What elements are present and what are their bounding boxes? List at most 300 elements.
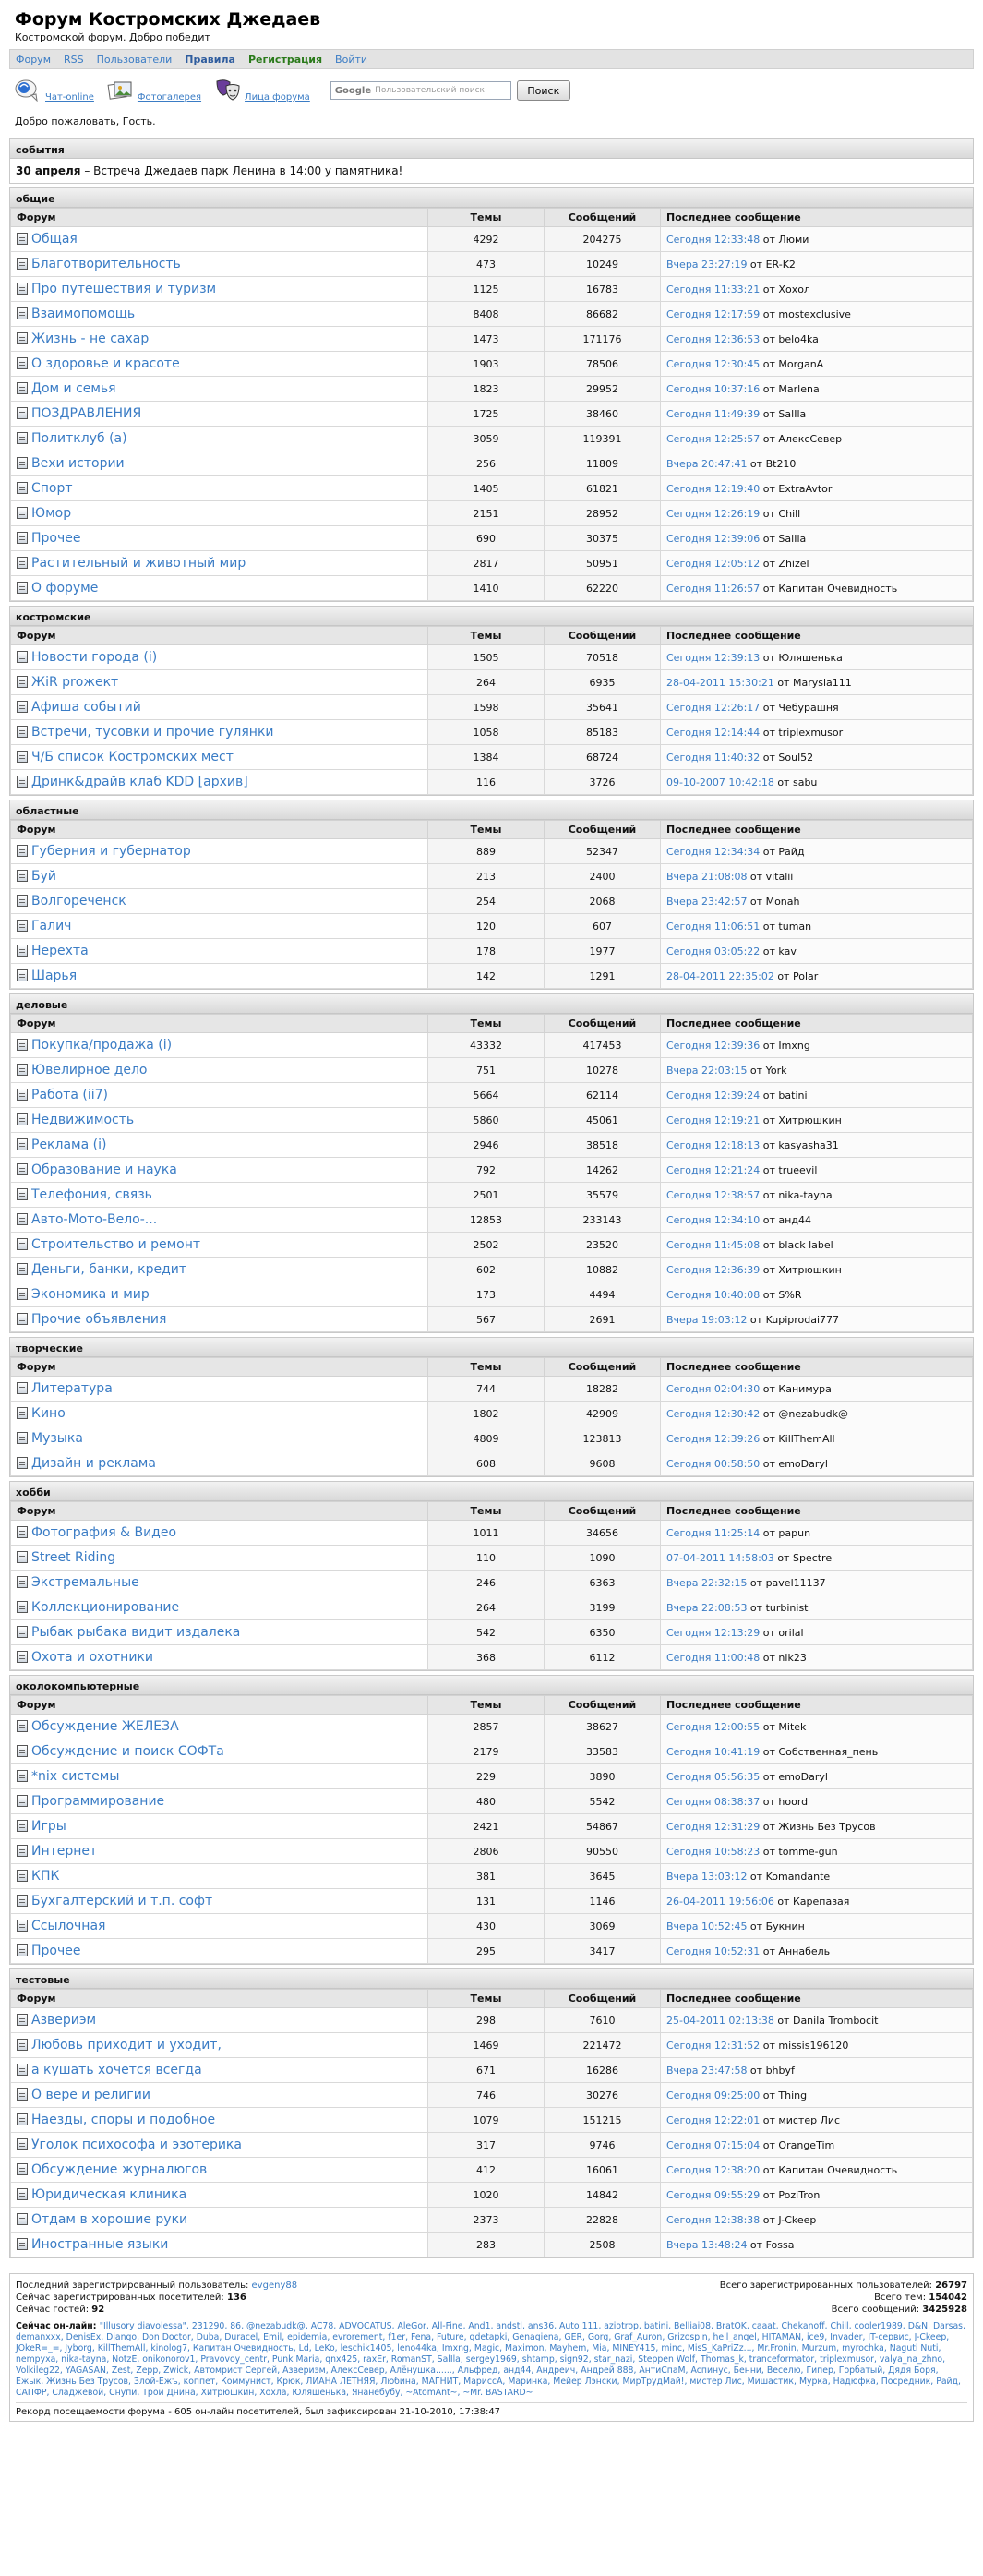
forum-link[interactable]: Политклуб (а) (31, 431, 127, 446)
forum-icon (17, 2188, 28, 2200)
last-post-link[interactable]: Сегодня 12:36:39 (666, 1263, 761, 1276)
forum-icon (17, 1651, 28, 1663)
last-post-link[interactable]: Сегодня 12:34:10 (666, 1213, 761, 1226)
last-post-by: от (760, 1770, 779, 1783)
forum-link[interactable]: Образование и наука (31, 1162, 177, 1177)
forum-link[interactable]: Покупка/продажа (i) (31, 1038, 173, 1053)
last-post-link[interactable]: Сегодня 12:26:19 (666, 507, 761, 520)
last-post-link[interactable]: Сегодня 10:40:08 (666, 1288, 761, 1301)
last-post-link[interactable]: Сегодня 11:33:21 (666, 283, 761, 295)
last-post-by: от (760, 1163, 779, 1176)
forum-icon (17, 1870, 28, 1882)
forum-link[interactable]: Ч/Б список Костромских мест (31, 750, 234, 764)
last-post-link[interactable]: Сегодня 12:38:57 (666, 1188, 761, 1201)
last-post-link[interactable]: Сегодня 10:37:16 (666, 382, 761, 395)
last-post-by: от (760, 482, 779, 495)
google-logo: Google (334, 85, 372, 96)
last-post-link[interactable]: Сегодня 12:14:44 (666, 726, 761, 739)
forum-row (11, 1307, 973, 1332)
registered-online: Сейчас зарегистрированных посетителей: 136 (16, 2293, 246, 2303)
forum-link[interactable]: Охота и охотники (31, 1650, 153, 1665)
forum-link[interactable]: Галич (31, 919, 72, 933)
nav-rss[interactable]: RSS (64, 53, 84, 66)
site-title: Форум Костромских Джедаев (15, 9, 321, 30)
last-post-link[interactable]: Сегодня 12:30:42 (666, 1407, 761, 1420)
last-post-link[interactable]: Сегодня 10:58:23 (666, 1845, 761, 1858)
forum-link[interactable]: *nix системы (31, 1769, 120, 1784)
last-post-link[interactable]: 28-04-2011 15:30:21 (666, 676, 774, 689)
main-nav (9, 49, 974, 69)
col-topics: Темы (428, 1990, 545, 2008)
nav-login[interactable]: Войти (335, 53, 368, 66)
last-post-link[interactable]: 26-04-2011 19:56:06 (666, 1895, 774, 1908)
welcome-message: Добро пожаловать, Гость. (15, 115, 156, 127)
last-registered-user-link[interactable]: evgeny88 (251, 2281, 298, 2291)
forum-link[interactable]: Ювелирное дело (31, 1063, 148, 1077)
col-posts: Сообщений (545, 1990, 661, 2008)
last-post-link[interactable]: 07-04-2011 14:58:03 (666, 1551, 774, 1564)
forum-link[interactable]: Прочие объявления (31, 1312, 167, 1327)
last-post-by: от (760, 1526, 779, 1539)
topics-count: 295 (428, 1939, 545, 1964)
forum-icon (17, 482, 28, 494)
last-post-link[interactable]: Вчера 23:42:57 (666, 895, 748, 908)
forum-link[interactable]: Взаимопомощь (31, 307, 136, 321)
last-post-author: Хитрюшкин (778, 1113, 842, 1126)
forum-row (11, 1914, 973, 1939)
forum-link[interactable]: Отдам в хорошие руки (31, 2212, 188, 2227)
last-post-link[interactable]: Вчера 10:52:45 (666, 1920, 748, 1932)
forum-row (11, 914, 973, 939)
forum-link[interactable]: Нерехта (31, 944, 89, 958)
topics-count: 2946 (428, 1133, 545, 1158)
forum-icon (17, 258, 28, 270)
col-posts: Сообщений (545, 1502, 661, 1521)
last-post-link[interactable]: Вчера 21:08:08 (666, 870, 748, 883)
forum-link[interactable]: Юридическая клиника (31, 2187, 187, 2202)
forum-link[interactable]: Наезды, споры и подобное (31, 2113, 216, 2127)
forum-link[interactable]: Бухгалтерский и т.п. софт (31, 1894, 213, 1908)
last-post-link[interactable]: Сегодня 12:31:29 (666, 1820, 761, 1833)
forum-link[interactable]: Авто-Мото-Вело-... (31, 1212, 158, 1227)
forum-row (11, 2233, 973, 2257)
col-forum: Форум (11, 1358, 428, 1377)
posts-count: 90550 (545, 1839, 661, 1864)
forum-link[interactable]: Встречи, тусовки и прочие гулянки (31, 725, 274, 740)
last-post-by: от (747, 870, 766, 883)
forum-icon (17, 1576, 28, 1588)
forum-icon (17, 651, 28, 663)
forum-link[interactable]: Афиша событий (31, 700, 141, 715)
posts-count: 29952 (545, 377, 661, 402)
last-post-by: от (760, 1457, 779, 1470)
topics-count: 12853 (428, 1208, 545, 1233)
last-post-link[interactable]: Сегодня 12:22:01 (666, 2113, 761, 2126)
last-post-link[interactable]: Сегодня 12:39:36 (666, 1039, 761, 1052)
last-post-link[interactable]: Сегодня 00:58:50 (666, 1457, 761, 1470)
forum-icon (17, 2213, 28, 2225)
forum-row (11, 501, 973, 526)
forum-icon (17, 1795, 28, 1807)
topics-count: 1384 (428, 745, 545, 770)
forum-link[interactable]: Экстремальные (31, 1575, 139, 1590)
online-users-list[interactable]: Сейчас он-лайн: "Illusory diavolessa", 231290, 86, @nezabudk@, AC78, ADVOCATUS, AleGor, All-Fine, And1, andstl, ans36, Auto 111, aziotrop, batini, Belliai08, BratOK, caaat, Chekanoff, Chill, cooler1989, D&N, Darsas, demanxxx, DenisEx, Django, Don Doctor, Duba, Duracel, Emil, epidemia, evrorement, f1er, Fena, Future, gdetapki, Genagiena, GER, Gorg, Graf_Auron, Grizospin, hell_angel, HITAMAN, ice9, Invader, IT-сервис, J-Ckeep, JOkeR=_=, Jyborg, KillThemAll, kinolog7, Капитан Очевидность, Ld, LeKo, leschik1405, leno44ka, Imxng, Magic, Maximon, Mayhem, Mia, MINEY415, minc, MisS_KaPriZz..., Mr.Fronin, Murzum, myrochka, Naguti Nuti, nempyxa, nika-tayna, NotzE, onikonorov1, Pravovoy_centr, Punk Maria, qnx425, raxEr, RomanST, SalIla, sergey1969, shtamp, sign92, star_nazi, Steppen Wolf, Thomas_k, tranceformator, triplexmusor, valya_na_zhno, Volkileg22, YAGASAN, Zest, Zepp, Zwick, Автомрист Сергей, Азвериэм, АлексСевер, Алёнушка......, Альфред, анд44, Андреич, Андрей 888, АнтиСпаМ, Аспинус, Бенни, Веселю, Гипер, Горбатый, Дядя Боря, Ежык, Жизнь Без Трусов, Злой-Ежъ, коппет, Коммунист, Крюк, ЛИАНА ЛЕТНЯЯ, Любина, МАГНИТ, МариссА, Маринка, Мейер Лэнски, МирТрудМай!, мистер Лис, Мишастик, Мурка, Надюфка, Посредник, Райд, САПФР, Сладжевой, Снупи, Трои Днина, Хитрюшкин, Хохла, Юляшенька, Янанебубу, ~AtomAnt~, ~Mr. BASTARD~ (16, 2321, 965, 2398)
last-post-link[interactable]: Сегодня 05:56:35 (666, 1770, 761, 1783)
last-post-link[interactable]: Сегодня 03:05:22 (666, 945, 761, 957)
last-post-author: Карепазая (792, 1895, 850, 1908)
forum-link[interactable]: О здоровье и красоте (31, 356, 180, 371)
forum-icon (17, 1288, 28, 1300)
forum-row (11, 2033, 973, 2058)
last-post-author: OrangeTim (778, 2138, 835, 2151)
last-post-link[interactable]: Вчера 22:32:15 (666, 1576, 748, 1589)
last-post-link[interactable]: Сегодня 11:49:39 (666, 407, 761, 420)
forum-row (11, 451, 973, 476)
forum-link[interactable]: Обсуждение и поиск СОФТа (31, 1744, 224, 1759)
last-post-by: от (760, 1113, 779, 1126)
col-topics: Темы (428, 821, 545, 839)
search-button[interactable]: Поиск (517, 80, 570, 101)
forum-row (11, 1620, 973, 1645)
topics-count: 256 (428, 451, 545, 476)
forum-link[interactable]: Про путешествия и туризм (31, 282, 217, 296)
events-title: события (10, 139, 973, 159)
last-post-link[interactable]: Сегодня 11:00:48 (666, 1651, 761, 1664)
last-post-by: от (760, 2188, 779, 2201)
last-post-by: от (760, 1039, 779, 1052)
forum-link[interactable]: Игры (31, 1819, 66, 1834)
forum-icon (17, 870, 28, 882)
last-post-link[interactable]: Сегодня 12:34:34 (666, 845, 761, 858)
forum-link[interactable]: Литература (31, 1381, 113, 1396)
total-users: Всего зарегистрированных пользователей: 26797 (719, 2281, 967, 2291)
last-post-by: от (773, 969, 793, 982)
forum-link[interactable]: Кино (31, 1406, 66, 1421)
last-post-link[interactable]: Сегодня 09:55:29 (666, 2188, 761, 2201)
last-post-author: Mitek (778, 1720, 807, 1733)
forum-icon (17, 1163, 28, 1175)
posts-count: 3890 (545, 1764, 661, 1789)
nav-rules[interactable]: Правила (185, 53, 235, 66)
forum-link[interactable]: Благотворительность (31, 257, 181, 271)
search-input[interactable] (330, 81, 511, 100)
last-post-link[interactable]: Сегодня 02:04:30 (666, 1382, 761, 1395)
nav-users[interactable]: Пользователи (96, 53, 173, 66)
last-post-link[interactable]: Сегодня 10:52:31 (666, 1944, 761, 1957)
last-post-link[interactable]: Сегодня 12:36:53 (666, 332, 761, 345)
last-post-link[interactable]: Сегодня 12:21:24 (666, 1163, 761, 1176)
last-post-link[interactable]: 28-04-2011 22:35:02 (666, 969, 774, 982)
forum-link[interactable]: Дизайн и реклама (31, 1456, 156, 1471)
last-post-link[interactable]: Сегодня 12:39:13 (666, 651, 761, 664)
forum-icon (17, 283, 28, 295)
forum-link[interactable]: Прочее (31, 531, 81, 546)
forum-link[interactable]: Реклама (i) (31, 1138, 107, 1152)
forum-icon (17, 1820, 28, 1832)
topics-count: 690 (428, 526, 545, 551)
forum-link[interactable]: Любовь приходит и уходит, (31, 2038, 222, 2052)
last-post-author: Юляшенька (778, 651, 843, 664)
forum-icon (17, 2113, 28, 2125)
posts-count: 61821 (545, 476, 661, 501)
forum-link[interactable]: Рыбак рыбака видит издалека (31, 1625, 241, 1640)
topics-count: 4292 (428, 227, 545, 252)
forum-icon (17, 1601, 28, 1613)
forum-link[interactable]: Жизнь - не сахар (31, 331, 150, 346)
last-post-author: J-Ckeep (778, 2213, 817, 2226)
posts-count: 1146 (545, 1889, 661, 1914)
forum-categories (9, 187, 974, 2258)
col-forum: Форум (11, 1990, 428, 2008)
forum-row (11, 2183, 973, 2208)
topics-count: 4809 (428, 1426, 545, 1451)
last-post-by: от (760, 1188, 779, 1201)
forum-link[interactable]: Вехи истории (31, 456, 125, 471)
forum-link[interactable]: Деньги, банки, кредит (31, 1262, 187, 1277)
last-post-link[interactable]: Сегодня 12:25:57 (666, 432, 761, 445)
last-post-link[interactable]: Сегодня 07:15:04 (666, 2138, 761, 2151)
posts-count: 2691 (545, 1307, 661, 1332)
forum-link[interactable]: Новости города (i) (31, 650, 158, 665)
topics-count: 2501 (428, 1183, 545, 1208)
forum-row (11, 2108, 973, 2133)
topics-count: 142 (428, 964, 545, 989)
forum-link[interactable]: ЖiR рrожект (31, 675, 119, 690)
forum-row (11, 720, 973, 745)
search-form (330, 80, 570, 101)
nav-forum[interactable]: Форум (16, 53, 51, 66)
forum-table (10, 1695, 973, 1964)
last-post-link[interactable]: 09-10-2007 10:42:18 (666, 776, 774, 788)
posts-count: 204275 (545, 227, 661, 252)
last-post-link[interactable]: Сегодня 12:39:24 (666, 1089, 761, 1101)
events-block (9, 138, 974, 184)
forum-icon (17, 1845, 28, 1857)
last-post-link[interactable]: Сегодня 12:17:59 (666, 307, 761, 320)
category-title: деловые (10, 994, 973, 1014)
posts-count: 23520 (545, 1233, 661, 1258)
last-post-link[interactable]: Сегодня 12:31:52 (666, 2039, 761, 2052)
last-post-author: missis196120 (778, 2039, 849, 2052)
last-post-by: от (760, 751, 779, 764)
last-post-author: Bt210 (765, 457, 797, 470)
last-post-link[interactable]: Сегодня 12:05:12 (666, 557, 761, 570)
col-last: Последнее сообщение (661, 1990, 973, 2008)
topics-count: 5860 (428, 1108, 545, 1133)
last-post-link[interactable]: Сегодня 12:19:21 (666, 1113, 761, 1126)
forum-link[interactable]: О форуме (31, 581, 99, 596)
forum-link[interactable]: Волгореченск (31, 894, 126, 909)
forum-link[interactable]: Дринк&драйв клаб KDD [архив] (31, 775, 248, 789)
last-post-by: от (760, 507, 779, 520)
posts-count: 3726 (545, 770, 661, 795)
forum-icon (17, 332, 28, 344)
forum-link[interactable]: Растительный и животный мир (31, 556, 246, 571)
forum-link[interactable]: Экономика и мир (31, 1287, 150, 1302)
forum-row (11, 1282, 973, 1307)
forum-link[interactable]: Шарья (31, 969, 78, 983)
col-forum: Форум (11, 1015, 428, 1033)
forum-row (11, 551, 973, 576)
forum-link[interactable]: Телефония, связь (31, 1187, 152, 1202)
last-post-link[interactable]: Вчера 23:27:19 (666, 258, 748, 271)
posts-count: 119391 (545, 427, 661, 451)
forum-link[interactable]: а кушать хочется всегда (31, 2063, 202, 2077)
topics-count: 412 (428, 2158, 545, 2183)
forum-row (11, 1133, 973, 1158)
forum-icon (17, 1720, 28, 1732)
posts-count: 233143 (545, 1208, 661, 1233)
last-post-link[interactable]: Вчера 23:47:58 (666, 2064, 748, 2076)
topics-count: 671 (428, 2058, 545, 2083)
topics-count: 254 (428, 889, 545, 914)
topics-count: 480 (428, 1789, 545, 1814)
last-post-link[interactable]: Вчера 22:03:15 (666, 1064, 748, 1077)
topics-count: 173 (428, 1282, 545, 1307)
last-post-link[interactable]: Вчера 19:03:12 (666, 1313, 748, 1326)
forum-link[interactable]: Азвериэм (31, 2013, 97, 2028)
forum-link[interactable]: Коллекционирование (31, 1600, 180, 1615)
forum-link[interactable]: Работа (ii7) (31, 1088, 109, 1102)
forum-link[interactable]: Интернет (31, 1844, 98, 1859)
forum-link[interactable]: Спорт (31, 481, 73, 496)
last-post-by: от (760, 1795, 779, 1808)
forum-link[interactable]: Ссылочная (31, 1919, 106, 1933)
last-post-author: bhbyf (765, 2064, 795, 2076)
forum-link[interactable]: Программирование (31, 1794, 165, 1809)
col-topics: Темы (428, 627, 545, 645)
posts-count: 52347 (545, 839, 661, 864)
forum-link[interactable]: Обсуждение ЖЕЛЕЗА (31, 1719, 179, 1734)
last-post-author: mostexclusive (778, 307, 851, 320)
category-title: областные (10, 800, 973, 820)
forum-link[interactable]: Губерния и губернатор (31, 844, 191, 859)
last-post-link[interactable]: Сегодня 12:26:17 (666, 701, 761, 714)
last-post-link[interactable]: Сегодня 08:38:37 (666, 1795, 761, 1808)
last-post-link[interactable]: 25-04-2011 02:13:38 (666, 2014, 774, 2027)
last-post-link[interactable]: Сегодня 12:13:29 (666, 1626, 761, 1639)
last-post-link[interactable]: Сегодня 11:45:08 (666, 1238, 761, 1251)
posts-count: 7610 (545, 2008, 661, 2033)
forum-faces-link[interactable]: Лица форума (214, 78, 310, 102)
topics-count: 602 (428, 1258, 545, 1282)
last-post-by: от (747, 2064, 766, 2076)
last-post-link[interactable]: Вчера 13:03:12 (666, 1870, 748, 1883)
forum-link[interactable]: Юмор (31, 506, 72, 521)
last-post-link[interactable]: Сегодня 12:39:26 (666, 1432, 761, 1445)
last-post-link[interactable]: Сегодня 10:41:19 (666, 1745, 761, 1758)
last-post-author: turbinist (765, 1601, 809, 1614)
forum-link[interactable]: КПК (31, 1869, 60, 1884)
topics-count: 1473 (428, 327, 545, 352)
forum-link[interactable]: О вере и религии (31, 2088, 150, 2102)
last-post-link[interactable]: Сегодня 09:25:00 (666, 2088, 761, 2101)
last-post-author: Chill (778, 507, 801, 520)
forum-row (11, 1083, 973, 1108)
last-post-by: от (760, 307, 779, 320)
last-post-by: от (760, 1432, 779, 1445)
topics-count: 2179 (428, 1739, 545, 1764)
last-post-author: SalIla (778, 532, 807, 545)
forum-row (11, 1402, 973, 1426)
forum-icon (17, 1457, 28, 1469)
last-post-by: от (760, 701, 779, 714)
col-last: Последнее сообщение (661, 1358, 973, 1377)
last-post-link[interactable]: Сегодня 12:00:55 (666, 1720, 761, 1733)
forum-link[interactable]: Прочее (31, 1944, 81, 1958)
topics-count: 2857 (428, 1715, 545, 1739)
forum-link[interactable]: Буй (31, 869, 56, 884)
topics-count: 1802 (428, 1402, 545, 1426)
chat-online-link[interactable]: Чат-online (15, 78, 94, 102)
nav-register[interactable]: Регистрация (247, 53, 323, 66)
topics-count: 264 (428, 670, 545, 695)
last-post-link[interactable]: Сегодня 12:19:40 (666, 482, 761, 495)
last-post-by: от (760, 2163, 779, 2176)
col-topics: Темы (428, 1502, 545, 1521)
forum-link[interactable]: Иностранные языки (31, 2237, 169, 2252)
last-post-author: emoDaryl (778, 1770, 828, 1783)
forum-table (10, 1989, 973, 2257)
last-post-author: trueevil (778, 1163, 818, 1176)
last-post-by: от (747, 1870, 766, 1883)
last-post-link[interactable]: Сегодня 11:26:57 (666, 582, 761, 595)
last-post-link[interactable]: Сегодня 12:30:45 (666, 357, 761, 370)
forum-row (11, 1158, 973, 1183)
forum-row (11, 1595, 973, 1620)
topics-count: 1598 (428, 695, 545, 720)
forum-link[interactable]: Общая (31, 232, 78, 247)
last-post-author: Danila Trombocit (792, 2014, 879, 2027)
posts-count: 50951 (545, 551, 661, 576)
forum-link[interactable]: Музыка (31, 1431, 83, 1446)
forum-row (11, 2133, 973, 2158)
last-post-link[interactable]: Сегодня 12:33:48 (666, 233, 761, 246)
last-post-author: АлексСевер (778, 432, 843, 445)
forum-link[interactable]: Уголок психософа и эзотерика (31, 2137, 242, 2152)
last-post-link[interactable]: Сегодня 12:38:20 (666, 2163, 761, 2176)
topics-count: 298 (428, 2008, 545, 2033)
last-post-link[interactable]: Вчера 20:47:41 (666, 457, 748, 470)
last-post-link[interactable]: Сегодня 12:38:38 (666, 2213, 761, 2226)
photo-gallery-link[interactable]: Фотогалерея (107, 78, 201, 102)
last-post-author: мистер Лис (778, 2113, 841, 2126)
forum-link[interactable]: Дом и семья (31, 381, 116, 396)
forum-link[interactable]: Фотография & Видео (31, 1525, 177, 1540)
last-post-link[interactable]: Вчера 13:48:24 (666, 2238, 748, 2251)
forum-icon (17, 2014, 28, 2026)
last-post-link[interactable]: Сегодня 11:06:51 (666, 920, 761, 933)
posts-count: 18282 (545, 1377, 661, 1402)
forum-link[interactable]: Street Riding (31, 1550, 116, 1565)
forum-link[interactable]: Обсуждение журналюгов (31, 2162, 208, 2177)
category-title: тестовые (10, 1969, 973, 1989)
last-post-author: Zhizel (778, 557, 809, 570)
col-topics: Темы (428, 1358, 545, 1377)
last-post-link[interactable]: Сегодня 12:39:06 (666, 532, 761, 545)
topics-count: 567 (428, 1307, 545, 1332)
last-post-link[interactable]: Сегодня 12:18:13 (666, 1138, 761, 1151)
last-post-by: от (760, 2213, 779, 2226)
forum-row (11, 402, 973, 427)
last-post-link[interactable]: Сегодня 11:40:32 (666, 751, 761, 764)
forum-link[interactable]: ПОЗДРАВЛЕНИЯ (31, 406, 142, 421)
forum-row (11, 1764, 973, 1789)
last-post-link[interactable]: Вчера 22:08:53 (666, 1601, 748, 1614)
forum-link[interactable]: Строительство и ремонт (31, 1237, 201, 1252)
last-post-link[interactable]: Сегодня 11:25:14 (666, 1526, 761, 1539)
forum-link[interactable]: Недвижимость (31, 1113, 135, 1127)
